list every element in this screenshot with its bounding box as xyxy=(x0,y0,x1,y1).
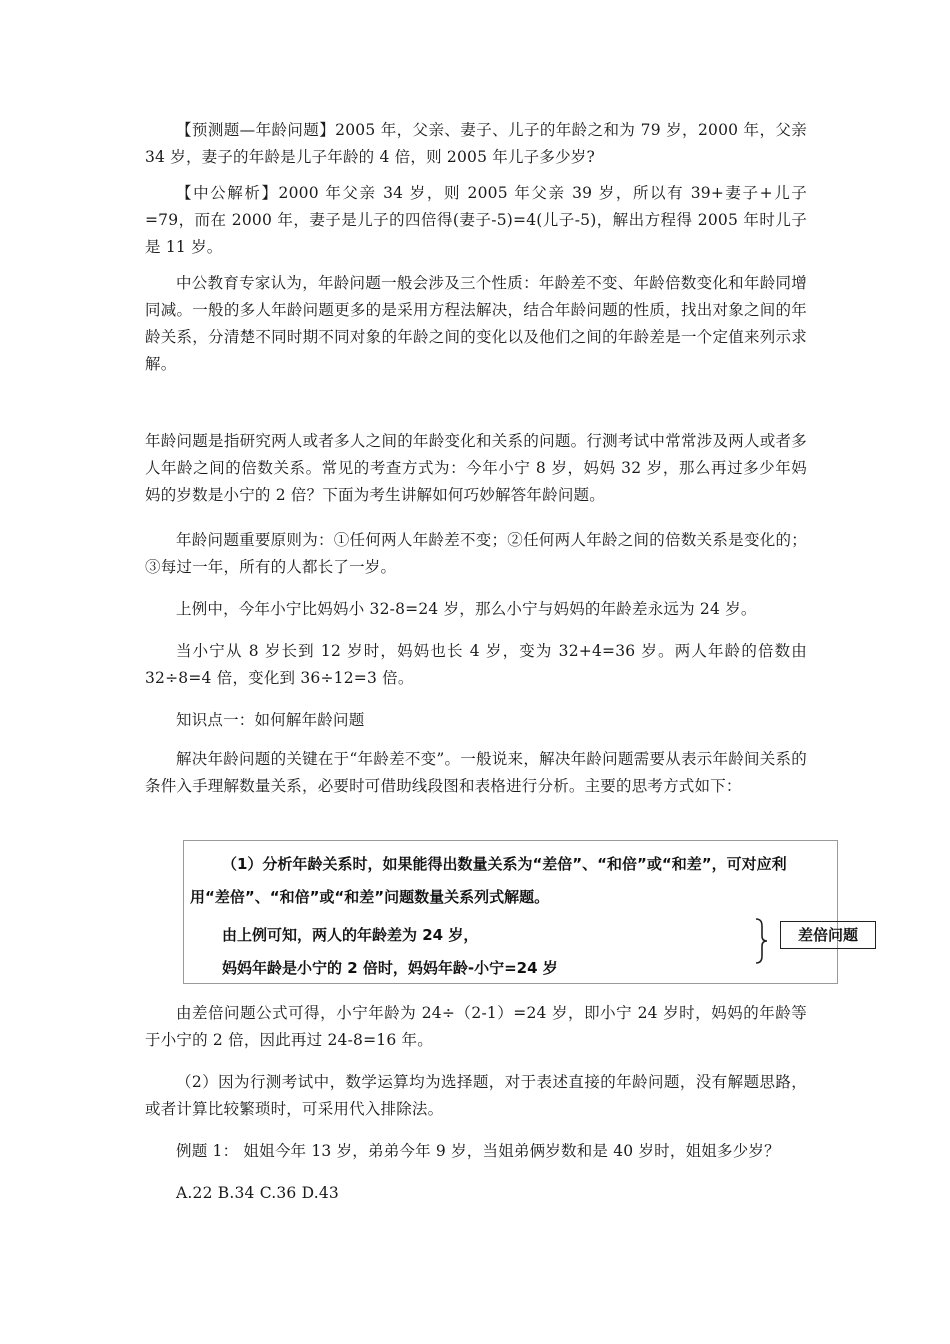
paragraph-prediction-question: 【预测题—年龄问题】2005 年，父亲、妻子、儿子的年龄之和为 79 岁，2000 年，父亲 34 岁，妻子的年龄是儿子年龄的 4 倍，则 2005 年儿子多少岁? xyxy=(145,121,807,166)
figure-line-4: 妈妈年龄是小宁的 2 倍时，妈妈年龄-小宁=24 岁 xyxy=(222,959,558,977)
paragraph-key-method: 解决年龄问题的关键在于“年龄差不变”。一般说来，解决年龄问题需要从表示年龄间关系的条件入手理解数量关系，必要时可借助线段图和表格进行分析。主要的思考方式如下： xyxy=(145,750,807,795)
paragraph-substitution-method: （2）因为行测考试中，数学运算均为选择题，对于表述直接的年龄问题，没有解题思路，或者计算比较繁琐时，可采用代入排除法。 xyxy=(145,1073,807,1118)
method-figure xyxy=(183,840,858,984)
paragraph-age-difference-example: 上例中，今年小宁比妈妈小 32-8=24 岁，那么小宁与妈妈的年龄差永远为 24 岁。 xyxy=(176,600,757,618)
paragraph-age-problem-intro: 年龄问题是指研究两人或者多人之间的年龄变化和关系的问题。行测考试中常常涉及两人或者多人年龄之间的倍数关系。常见的考查方式为：今年小宁 8 岁，妈妈 32 岁，那么再过多少年妈妈的岁数是小宁的 2 倍？下面为考生讲解如何巧妙解答年龄问题。 xyxy=(145,432,807,504)
paragraph-example-question: 例题 1： 姐姐今年 13 岁，弟弟今年 9 岁，当姐弟俩岁数和是 40 岁时，姐姐多少岁？ xyxy=(176,1142,780,1160)
figure-line-2: 用“差倍”、“和倍”或“和差”问题数量关系列式解题。 xyxy=(190,888,550,906)
paragraph-principles: 年龄问题重要原则为：①任何两人年龄差不变；②任何两人年龄之间的倍数关系是变化的；③每过一年，所有的人都长了一岁。 xyxy=(145,531,807,576)
paragraph-multiple-change: 当小宁从 8 岁长到 12 岁时，妈妈也长 4 岁，变为 32+4=36 岁。两人年龄的倍数由 32÷8=4 倍，变化到 36÷12=3 倍。 xyxy=(145,642,807,687)
paragraph-formula-result: 由差倍问题公式可得，小宁年龄为 24÷（2-1）=24 岁，即小宁 24 岁时，妈妈的年龄等于小宁的 2 倍，因此再过 24-8=16 年。 xyxy=(145,1004,807,1049)
figure-line-1: （1）分析年龄关系时，如果能得出数量关系为“差倍”、“和倍”或“和差”，可对应利 xyxy=(222,855,787,873)
difference-multiple-problem-box: 差倍问题 xyxy=(780,921,876,949)
right-brace-icon xyxy=(754,918,768,964)
figure-line-3: 由上例可知，两人的年龄差为 24 岁， xyxy=(222,926,479,944)
paragraph-analysis: 【中公解析】2000 年父亲 34 岁，则 2005 年父亲 39 岁，所以有 39+妻子+儿子=79，而在 2000 年，妻子是儿子的四倍得(妻子-5)=4(儿子-5)，解出方程得 2005 年时儿子是 11 岁。 xyxy=(145,184,807,256)
paragraph-expert-opinion: 中公教育专家认为，年龄问题一般会涉及三个性质：年龄差不变、年龄倍数变化和年龄同增同减。一般的多人年龄问题更多的是采用方程法解决，结合年龄问题的性质，找出对象之间的年龄关系，分清楚不同时期不同对象的年龄之间的变化以及他们之间的年龄差是一个定值来列示求解。 xyxy=(145,274,807,373)
paragraph-answer-options: A.22 B.34 C.36 D.43 xyxy=(176,1184,339,1202)
section-heading-knowledge-point: 知识点一：如何解年龄问题 xyxy=(176,711,365,729)
